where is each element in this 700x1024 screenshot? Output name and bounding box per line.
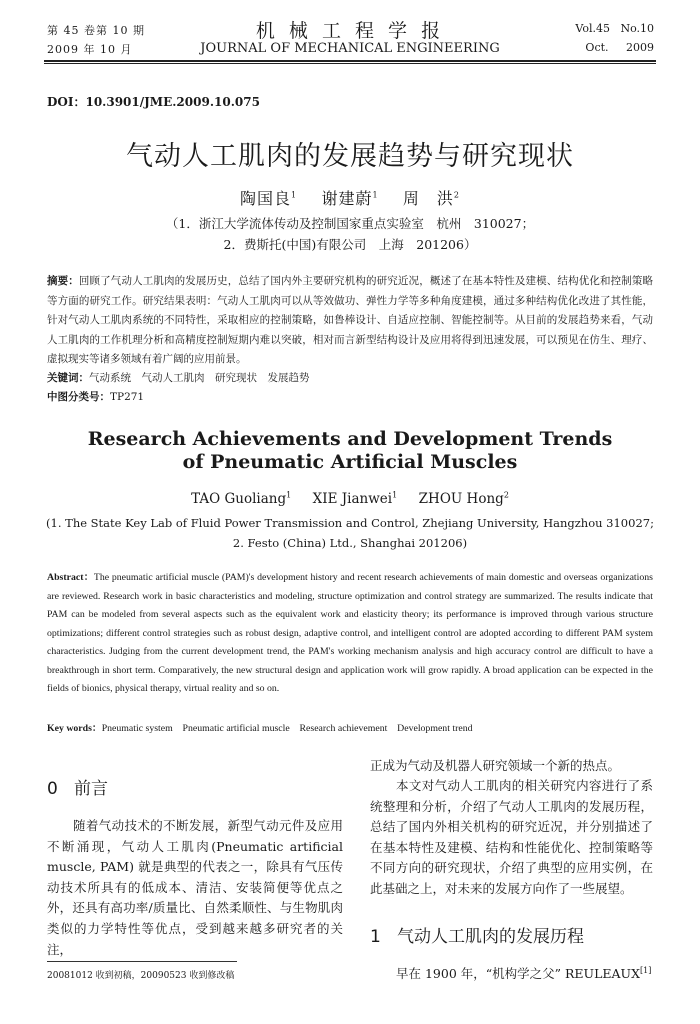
doi: DOI：10.3901/JME.2009.10.075 (47, 95, 260, 109)
abstract-en-text: The pneumatic artificial muscle (PAM)'s development history and recent research achievements of main domestic and overseas organizations are reviewed. Research work in basic characteristics and modeling, structure optimization and control strategy are summarized. The results indicate that PAM can be modeled from several aspects such as the equivalent work and elasticity theory; its performance is improved through various structure optimizations; different control strategies such as robust design, adaptive control, and intelligent control are adopted according to different PAM system characteristics. Judging from the current development trend, the PAM's working mechanism analysis and high accuracy control are difficult to have a breakthrough in short term. Comparatively, the new structural design and application work will grow rapidly. A broad application can be expected in the fields of bionics, physical therapy, virtual reality and so on. (47, 572, 653, 694)
author-en-3: ZHOU Hong (418, 491, 504, 507)
citation-1: [1] (639, 965, 652, 975)
header-rule (44, 60, 656, 62)
received-date-footnote: 20081012 收到初稿，20090523 收到修改稿 (47, 971, 235, 981)
keywords-cn (47, 370, 653, 385)
section-0-text: 随着气动技术的不断发展，新型气动元件及应用不断涌现，气动人工肌肉(Pneumatic artificial muscle, PAM) 就是典型的代表之一，除具有气压传动技术所具有的低成本、清洁、安装简便等优点之外，还具有高功率/质量比、自然柔顺性、与生物肌肉类似的力学特性等优点，受到越来越多研究者的关注， (47, 818, 343, 957)
abstract-cn (47, 272, 653, 370)
right-column-continuation: 正成为气动及机器人研究领域一个新的热点。 (370, 758, 621, 773)
keywords-en (47, 720, 653, 734)
section-1-text-body: 早在 1900 年，“机构学之父” REULEAUX (396, 966, 640, 981)
keywords-cn-label: 关键词： (47, 372, 89, 384)
section-1-number: 1 (370, 927, 381, 947)
keywords-en-label: Key words： (47, 723, 102, 734)
right-column-paragraph: 本文对气动人工肌肉的相关研究内容进行了系统整理和分析，介绍了气动人工肌肉的发展历程，总结了国内外相关机构的研究近况，并分别描述了在基本特性及建模、结构和性能优化、控制策略等不同方向的研究现状，介绍了典型的应用实例，在此基础之上，对未来的发展方向作了一些展望。 (370, 778, 653, 896)
author-en-3-affil: 2 (503, 490, 509, 500)
keywords-en-text: Pneumatic system Pneumatic artificial muscle Research achievement Development trend (101, 723, 473, 734)
author-cn-1: 陶国良 (239, 189, 291, 208)
section-1-text (370, 964, 653, 982)
author-cn-2-affil: 1 (372, 190, 379, 200)
author-cn-2: 谢建蔚 (321, 189, 373, 208)
affiliation-cn-2: 2．费斯托(中国)有限公司 上海 201206） (223, 237, 477, 252)
abstract-en-label: Abstract： (47, 572, 94, 583)
header-rule-thin (44, 63, 656, 64)
author-en-2-affil: 1 (392, 490, 398, 500)
clc-text: TP271 (110, 391, 145, 403)
journal-name-cn: 机 械 工 程 学 报 (255, 20, 445, 42)
title-en-line2: of Pneumatic Artificial Muscles (182, 451, 518, 473)
author-cn-3: 周 洪 (402, 189, 454, 208)
author-cn-3-affil: 2 (453, 190, 460, 200)
volume-issue-en: Vol.45 No.10 (575, 22, 654, 35)
abstract-cn-text: 回顾了气动人工肌肉的发展历史，总结了国内外主要研究机构的研究近况，概述了在基本特性及建模、结构优化和控制策略等方面的研究工作。研究结果表明：气动人工肌肉可以从等效做功、弹性力学等多种角度建模，通过多种结构优化改进了其性能，针对气动人工肌肉系统的不同特性，采取相应的控制策略，如鲁棒设计、自适应控制、智能控制等。从目前的发展趋势来看，气动人工肌肉的工作机理分析和高精度控制短期内难以突破，相对而言新型结构设计及应用将得到迅速发展，可以预见在仿生、理疗、虚拟现实等诸多领域有着广阔的应用前景。 (47, 275, 654, 366)
section-1-title: 气动人工肌肉的发展历程 (397, 927, 585, 947)
section-0-heading (47, 774, 108, 799)
section-0-title: 前言 (74, 779, 109, 799)
abstract-en (47, 569, 653, 699)
author-en-1-affil: 1 (286, 490, 292, 500)
volume-issue-cn: 第 45 卷第 10 期 (47, 24, 145, 37)
authors-en (44, 491, 656, 507)
clc-number (47, 389, 653, 404)
title-cn: 气动人工肌肉的发展趋势与研究现状 (126, 141, 574, 172)
section-0-number: 0 (47, 779, 58, 799)
date-cn: 2009 年 10 月 (47, 43, 133, 56)
affiliation-en-1: (1. The State Key Lab of Fluid Power Transmission and Control, Zhejiang University, Hangzhou 310027; (46, 516, 654, 530)
affiliation-cn-1: （1．浙江大学流体传动及控制国家重点实验室 杭州 310027； (165, 216, 535, 231)
date-en: Oct. 2009 (585, 41, 654, 54)
keywords-cn-text: 气动系统 气动人工肌肉 研究现状 发展趋势 (89, 372, 310, 384)
clc-label: 中图分类号： (47, 391, 110, 403)
section-1-heading (370, 922, 584, 947)
author-en-1: TAO Guoliang (191, 491, 287, 507)
journal-name-en: JOURNAL OF MECHANICAL ENGINEERING (200, 41, 500, 56)
footnote-rule (47, 961, 237, 962)
title-en-line1: Research Achievements and Development Trends (87, 428, 613, 450)
abstract-cn-label: 摘要： (47, 275, 79, 287)
authors-cn (44, 186, 656, 209)
affiliation-en-2: 2. Festo (China) Ltd., Shanghai 201206) (232, 536, 468, 550)
author-en-2: XIE Jianwei (312, 491, 393, 507)
author-cn-1-affil: 1 (291, 190, 298, 200)
